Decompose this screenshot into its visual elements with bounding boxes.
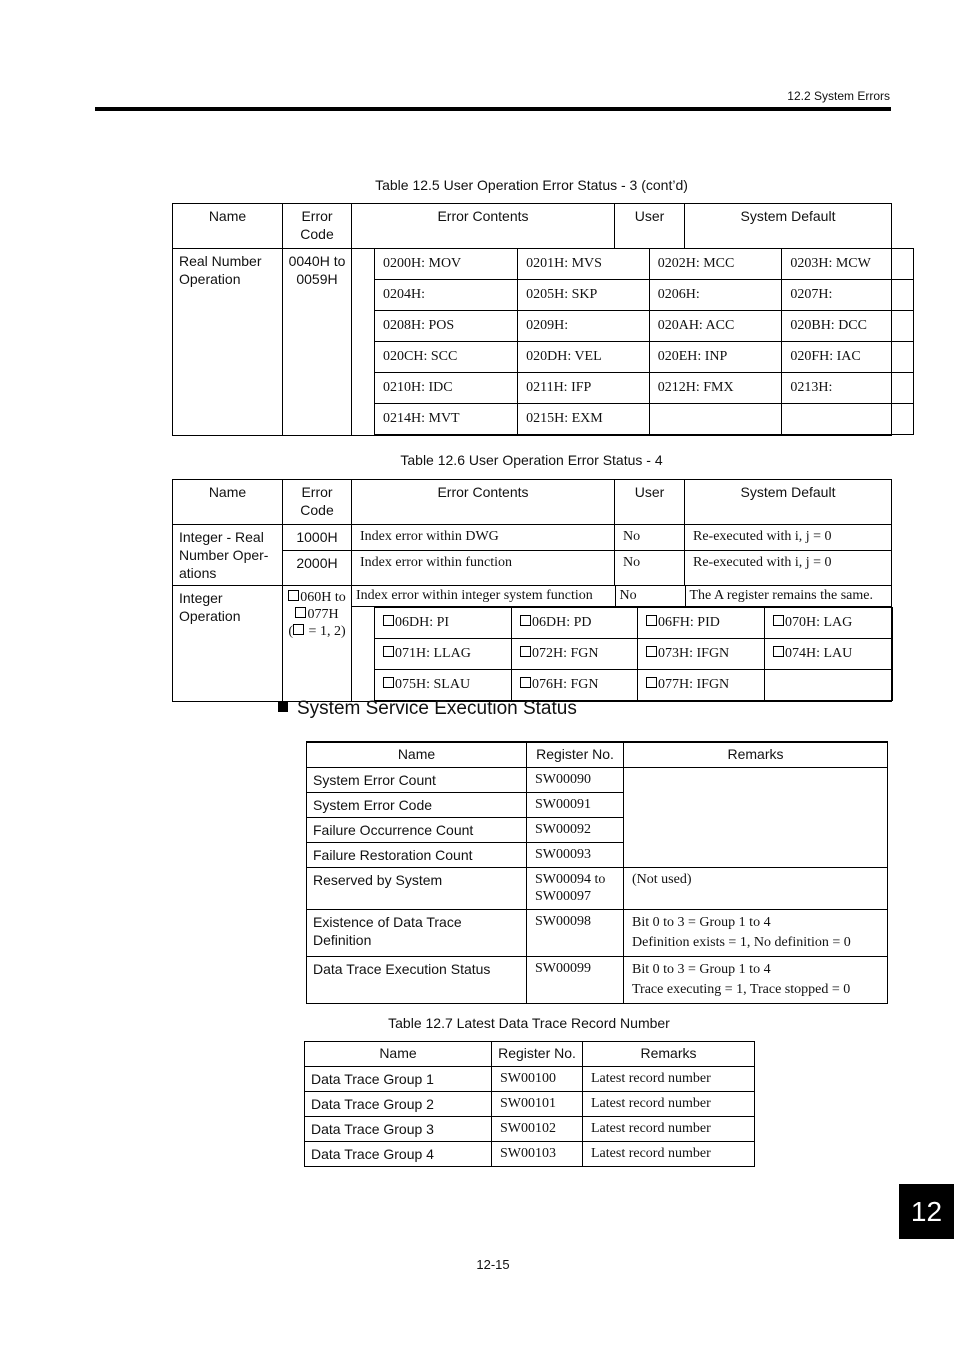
- table7-row-reg: SW00103: [492, 1142, 583, 1167]
- sys-row-name: Data Trace Execution Status: [307, 956, 527, 1003]
- page-number: 12-15: [476, 1257, 510, 1272]
- placeholder-box-icon: [520, 646, 531, 657]
- code-grid-cell: 0209H:: [518, 311, 650, 342]
- table5-header-code: Error Code: [283, 204, 352, 249]
- code-grid-cell: 076H: FGN: [512, 670, 638, 701]
- running-header: 12.2 System Errors: [787, 89, 890, 103]
- sys-row-remarks: Bit 0 to 3 = Group 1 to 4 Trace executing = 1, Trace stopped = 0: [624, 956, 888, 1003]
- table7: [304, 1041, 755, 1167]
- sys-header-name: Name: [307, 742, 527, 767]
- code-grid-cell: 073H: IFGN: [638, 639, 765, 670]
- table6-header-user: User: [615, 480, 685, 525]
- table7-row-name: Data Trace Group 3: [305, 1117, 492, 1142]
- table5-contents-cell: [352, 249, 892, 436]
- code-grid-cell: 06DH: PD: [512, 608, 638, 639]
- code-grid-cell: 0201H: MVS: [518, 249, 650, 280]
- table6-group2-name: Integer Operation: [173, 586, 283, 702]
- table5-header-user: User: [615, 204, 685, 249]
- system-service-table: [306, 741, 888, 1004]
- placeholder-box-icon: [773, 646, 784, 657]
- code-grid-cell: 020FH: IAC: [782, 342, 914, 373]
- table6-system-function-row: [352, 586, 892, 607]
- table5-caption: Table 12.5 User Operation Error Status - 3 (cont’d): [375, 177, 688, 193]
- code-grid-row: [375, 670, 893, 701]
- table6: [172, 479, 892, 702]
- code-grid-cell: 077H: IFGN: [638, 670, 765, 701]
- table6-header-code: Error Code: [283, 480, 352, 525]
- code-grid-cell: 0214H: MVT: [375, 404, 518, 435]
- code-grid-cell: 020CH: SCC: [375, 342, 518, 373]
- sys-row-reg: SW00093: [527, 842, 624, 867]
- code-grid-cell: [765, 670, 893, 701]
- table7-row-reg: SW00101: [492, 1092, 583, 1117]
- placeholder-box-icon: [646, 646, 657, 657]
- code-grid-cell: 020AH: ACC: [649, 311, 782, 342]
- table6-row1-default: Re-executed with i, j = 0: [685, 525, 892, 551]
- header-rule: [95, 107, 891, 111]
- table7-row-name: Data Trace Group 4: [305, 1142, 492, 1167]
- table7-header-name: Name: [305, 1042, 492, 1067]
- code-grid-cell: 020EH: INP: [649, 342, 782, 373]
- placeholder-box-icon: [646, 677, 657, 688]
- sys-row-name: Reserved by System: [307, 867, 527, 909]
- table7-row-remarks: Latest record number: [583, 1117, 755, 1142]
- table6-row1-code: 1000H: [283, 525, 352, 551]
- code-grid-cell: 0208H: POS: [375, 311, 518, 342]
- table5-row-code: 0040H to 0059H: [283, 249, 352, 436]
- table7-row-remarks: Latest record number: [583, 1092, 755, 1117]
- code-grid-cell: 0200H: MOV: [375, 249, 518, 280]
- table6-header-contents: Error Contents: [352, 480, 615, 525]
- code-grid-row: [375, 249, 914, 280]
- table6-caption: Table 12.6 User Operation Error Status - 4: [400, 452, 663, 468]
- table7-header-remarks: Remarks: [583, 1042, 755, 1067]
- sys-row-name: Existence of Data Trace Definition: [307, 909, 527, 956]
- table5-header-name: Name: [173, 204, 283, 249]
- sys-row-name: Failure Occurrence Count: [307, 817, 527, 842]
- placeholder-box-icon: [383, 646, 394, 657]
- table6-header-name: Name: [173, 480, 283, 525]
- sys-row-name: System Error Count: [307, 767, 527, 792]
- table6-contents-cell: [352, 586, 892, 702]
- placeholder-box-icon: [520, 677, 531, 688]
- table5-code-grid: [374, 248, 914, 435]
- placeholder-box-icon: [773, 615, 784, 626]
- code-grid-cell: 0202H: MCC: [649, 249, 782, 280]
- table6-row1-contents: Index error within DWG: [352, 525, 615, 551]
- code-grid-row: [375, 342, 914, 373]
- code-grid-row: [375, 280, 914, 311]
- table6-group2-code: 060H to 077H ( = 1, 2): [283, 586, 352, 702]
- sys-row-name: System Error Code: [307, 792, 527, 817]
- table7-row-name: Data Trace Group 1: [305, 1067, 492, 1092]
- code-grid-cell: 074H: LAU: [765, 639, 893, 670]
- table6-row2-user: No: [615, 550, 685, 585]
- table5-row-name: Real Number Operation: [173, 249, 283, 436]
- table6-row2-default: Re-executed with i, j = 0: [685, 550, 892, 585]
- table7-row-reg: SW00100: [492, 1067, 583, 1092]
- table6-row2-contents: Index error within function: [352, 550, 615, 585]
- code-grid-cell: 0204H:: [375, 280, 518, 311]
- code-grid-cell: 070H: LAG: [765, 608, 893, 639]
- code-grid-row: [375, 639, 893, 670]
- placeholder-box-icon: [520, 615, 531, 626]
- code-grid-cell: 0210H: IDC: [375, 373, 518, 404]
- code-grid-cell: 0211H: IFP: [518, 373, 650, 404]
- code-grid-cell: 06DH: PI: [375, 608, 512, 639]
- placeholder-box-icon: [646, 615, 657, 626]
- table6-code-grid: [374, 607, 893, 701]
- table6-group1-name: Integer - Real Number Oper- ations: [173, 525, 283, 586]
- sys-row-reg: SW00098: [527, 909, 624, 956]
- sys-row-reg: SW00099: [527, 956, 624, 1003]
- sys-row-remarks: Bit 0 to 3 = Group 1 to 4 Definition exists = 1, No definition = 0: [624, 909, 888, 956]
- code-grid-cell: 071H: LLAG: [375, 639, 512, 670]
- table7-row-remarks: Latest record number: [583, 1142, 755, 1167]
- code-grid-cell: 0206H:: [649, 280, 782, 311]
- sys-row-reg: SW00090: [527, 767, 624, 792]
- placeholder-box-icon: [293, 624, 304, 635]
- table7-row-reg: SW00102: [492, 1117, 583, 1142]
- chapter-tab: 12: [899, 1184, 954, 1239]
- placeholder-box-icon: [383, 615, 394, 626]
- table6-row1-user: No: [615, 525, 685, 551]
- placeholder-box-icon: [288, 590, 299, 601]
- code-grid-cell: 0203H: MCW: [782, 249, 914, 280]
- sys-row-reg: SW00091: [527, 792, 624, 817]
- sys-row-remarks: (Not used): [624, 867, 888, 909]
- sys-row-name: Failure Restoration Count: [307, 842, 527, 867]
- table7-header-reg: Register No.: [492, 1042, 583, 1067]
- table6-header-default: System Default: [685, 480, 892, 525]
- table7-row-remarks: Latest record number: [583, 1067, 755, 1092]
- code-grid-row: [375, 311, 914, 342]
- sys-header-reg: Register No.: [527, 742, 624, 767]
- placeholder-box-icon: [383, 677, 394, 688]
- code-grid-cell: 020DH: VEL: [518, 342, 650, 373]
- table7-caption: Table 12.7 Latest Data Trace Record Number: [388, 1015, 670, 1031]
- table6-group2-contents: Index error within integer system function: [352, 586, 615, 607]
- sys-row-reg: SW00094 to SW00097: [527, 867, 624, 909]
- sys-header-remarks: Remarks: [624, 742, 888, 767]
- placeholder-box-icon: [295, 607, 306, 618]
- code-grid-cell: 0207H:: [782, 280, 914, 311]
- table5-header-default: System Default: [685, 204, 892, 249]
- code-grid-cell: 0205H: SKP: [518, 280, 650, 311]
- table5: [172, 203, 892, 436]
- table5-header-contents: Error Contents: [352, 204, 615, 249]
- code-grid-row: [375, 608, 893, 639]
- square-bullet-icon: [278, 702, 288, 712]
- section-title: System Service Execution Status: [278, 698, 577, 720]
- code-grid-cell: [649, 404, 782, 435]
- code-grid-cell: [782, 404, 914, 435]
- sys-row-reg: SW00092: [527, 817, 624, 842]
- table6-row2-code: 2000H: [283, 550, 352, 585]
- table6-group2-user: No: [615, 586, 685, 607]
- code-grid-cell: 075H: SLAU: [375, 670, 512, 701]
- table7-row-name: Data Trace Group 2: [305, 1092, 492, 1117]
- code-grid-cell: 06FH: PID: [638, 608, 765, 639]
- code-grid-cell: 020BH: DCC: [782, 311, 914, 342]
- sys-remarks-blank: [624, 767, 888, 867]
- code-grid-cell: 0215H: EXM: [518, 404, 650, 435]
- code-grid-row: [375, 373, 914, 404]
- code-grid-cell: 0212H: FMX: [649, 373, 782, 404]
- code-grid-cell: 072H: FGN: [512, 639, 638, 670]
- code-grid-row: [375, 404, 914, 435]
- code-grid-cell: 0213H:: [782, 373, 914, 404]
- table6-group2-default: The A register remains the same.: [685, 586, 892, 607]
